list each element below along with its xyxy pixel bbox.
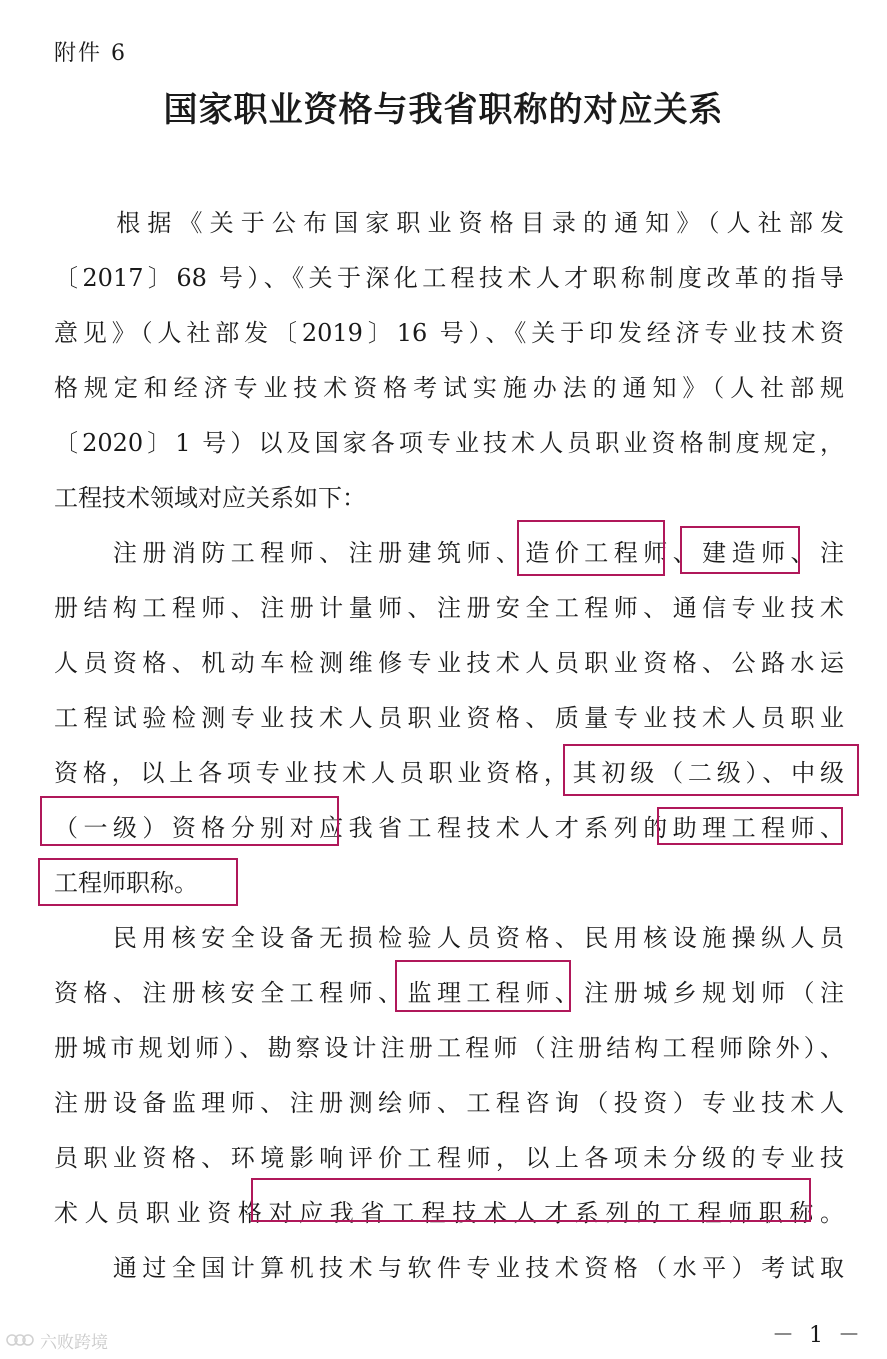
highlight-box-supervision-engineer: [395, 960, 571, 1012]
highlight-box-constructor: [680, 526, 800, 574]
attachment-label: 附件 6: [54, 41, 127, 66]
body-line: 册结构工程师、注册计量师、注册安全工程师、通信专业技术: [54, 594, 844, 622]
body-line: 员职业资格、环境影响评价工程师，以上各项未分级的专业技: [54, 1144, 844, 1172]
body-line: （一级）资格分别对应我省工程技术人才系列的助理工程师、: [54, 814, 844, 842]
highlight-box-engineer-mapping: [251, 1178, 811, 1222]
body-line: 人员资格、机动车检测维修专业技术人员职业资格、公路水运: [54, 649, 844, 677]
body-line: 工程试验检测专业技术人员职业资格、质量专业技术人员职业: [54, 704, 844, 732]
body-line: 根据《关于公布国家职业资格目录的通知》（人社部发: [54, 209, 844, 237]
body-line: 资格，以上各项专业技术人员职业资格，其初级（二级）、中级: [54, 759, 844, 787]
body-line: 民用核安全设备无损检验人员资格、民用核设施操纵人员: [54, 924, 844, 952]
highlight-box-junior-intermediate: [563, 744, 859, 796]
body-line: 格规定和经济专业技术资格考试实施办法的通知》（人社部规: [54, 374, 844, 402]
body-line: 〔2017〕68 号）、《关于深化工程技术人才职称制度改革的指导: [54, 264, 844, 292]
body-line: 注册消防工程师、注册建筑师、造价工程师、建造师、注: [54, 539, 844, 567]
body-line: 注册设备监理师、注册测绘师、工程咨询（投资）专业技术人: [54, 1089, 844, 1117]
highlight-box-assistant-engineer: [657, 807, 843, 845]
highlight-box-cost-engineer: [517, 520, 665, 576]
body-line: 册城市规划师）、勘察设计注册工程师（注册结构工程师除外）、: [54, 1034, 844, 1062]
body-line: 工程技术领域对应关系如下：: [54, 484, 366, 512]
watermark-text: 六败跨境: [40, 1332, 108, 1353]
body-line: 通过全国计算机技术与软件专业技术资格（水平）考试取: [54, 1254, 844, 1282]
body-line: 术人员职业资格对应我省工程技术人才系列的工程师职称。: [54, 1199, 844, 1227]
highlight-box-level-mapping: [40, 796, 339, 846]
watermark-logo-icon: [6, 1331, 34, 1349]
watermark: [6, 1326, 108, 1354]
document-title: 国家职业资格与我省职称的对应关系: [163, 90, 724, 130]
body-line: 〔2020〕1 号）以及国家各项专业技术人员职业资格制度规定，: [54, 429, 844, 457]
highlight-box-engineer-title: [38, 858, 238, 906]
page-number: － 1 －: [772, 1323, 864, 1348]
body-line: 意见》（人社部发〔2019〕16 号）、《关于印发经济专业技术资: [54, 319, 844, 347]
body-line: 资格、注册核安全工程师、监理工程师、注册城乡规划师（注: [54, 979, 844, 1007]
body-line: 工程师职称。: [54, 869, 198, 897]
